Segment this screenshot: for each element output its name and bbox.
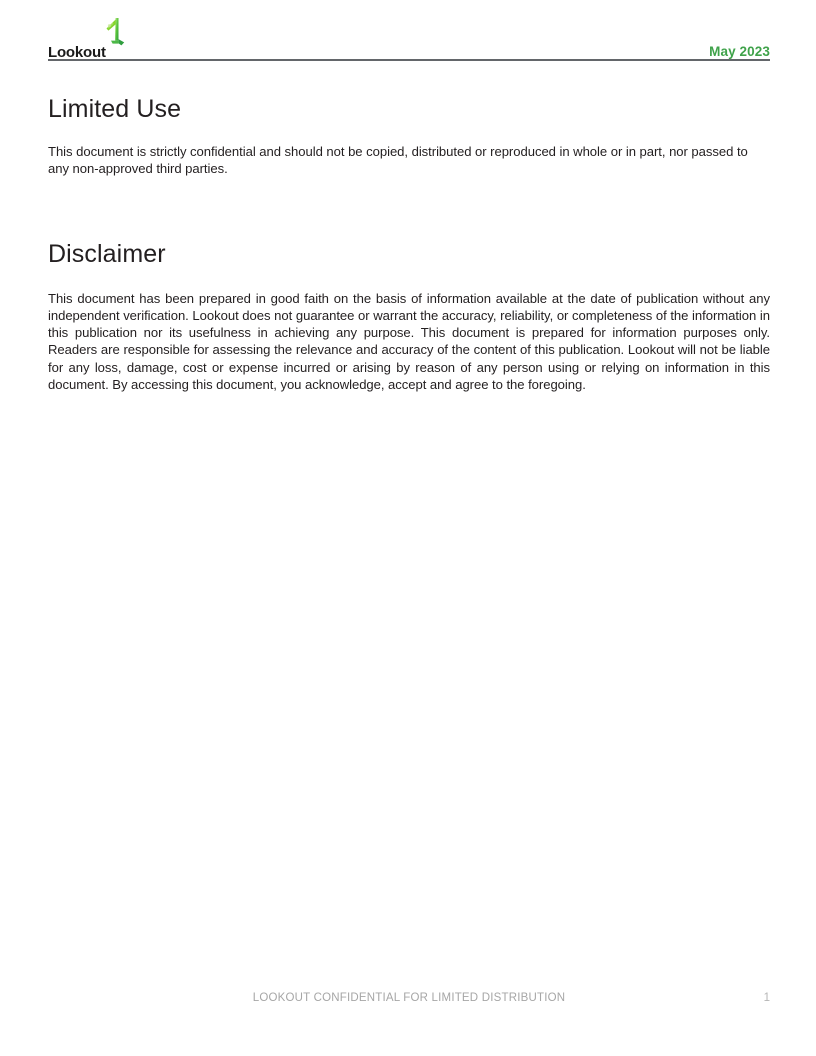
page-header (48, 16, 770, 60)
footer-page-number: 1 (763, 992, 770, 1004)
lookout-logo (48, 16, 138, 60)
page-footer (48, 992, 770, 1008)
section-limited-use (48, 96, 770, 177)
section-disclaimer (48, 241, 770, 393)
footer-confidentiality-notice: LOOKOUT CONFIDENTIAL FOR LIMITED DISTRIBUTION (252, 992, 566, 1004)
logo-wordmark: Lookout (48, 44, 106, 61)
section-heading-limited-use: Limited Use (48, 95, 182, 123)
section-heading-disclaimer: Disclaimer (48, 240, 166, 268)
lookout-bird-mark-icon (98, 16, 128, 50)
section-body-limited-use: This document is strictly confidential and should not be copied, distributed or reproduced in whole or in part, nor passed to any non-approved third parties. (48, 143, 748, 176)
header-divider (48, 59, 770, 61)
section-body-disclaimer: This document has been prepared in good faith on the basis of information available at the date of publication without any independent verification. Lookout does not guarantee or warrant the accuracy, reliability, or completeness of the information in this publication nor its usefulness in achieving any purpose. This document is prepared for information purposes only. Readers are responsible for assessing the relevance and accuracy of the content of this publication. Lookout will not be liable for any loss, damage, cost or expense incurred or arising by reason of any person using or relying on information in this document. By accessing this document, you acknowledge, accept and agree to the foregoing. (48, 290, 770, 392)
header-date: May 2023 (709, 44, 770, 59)
